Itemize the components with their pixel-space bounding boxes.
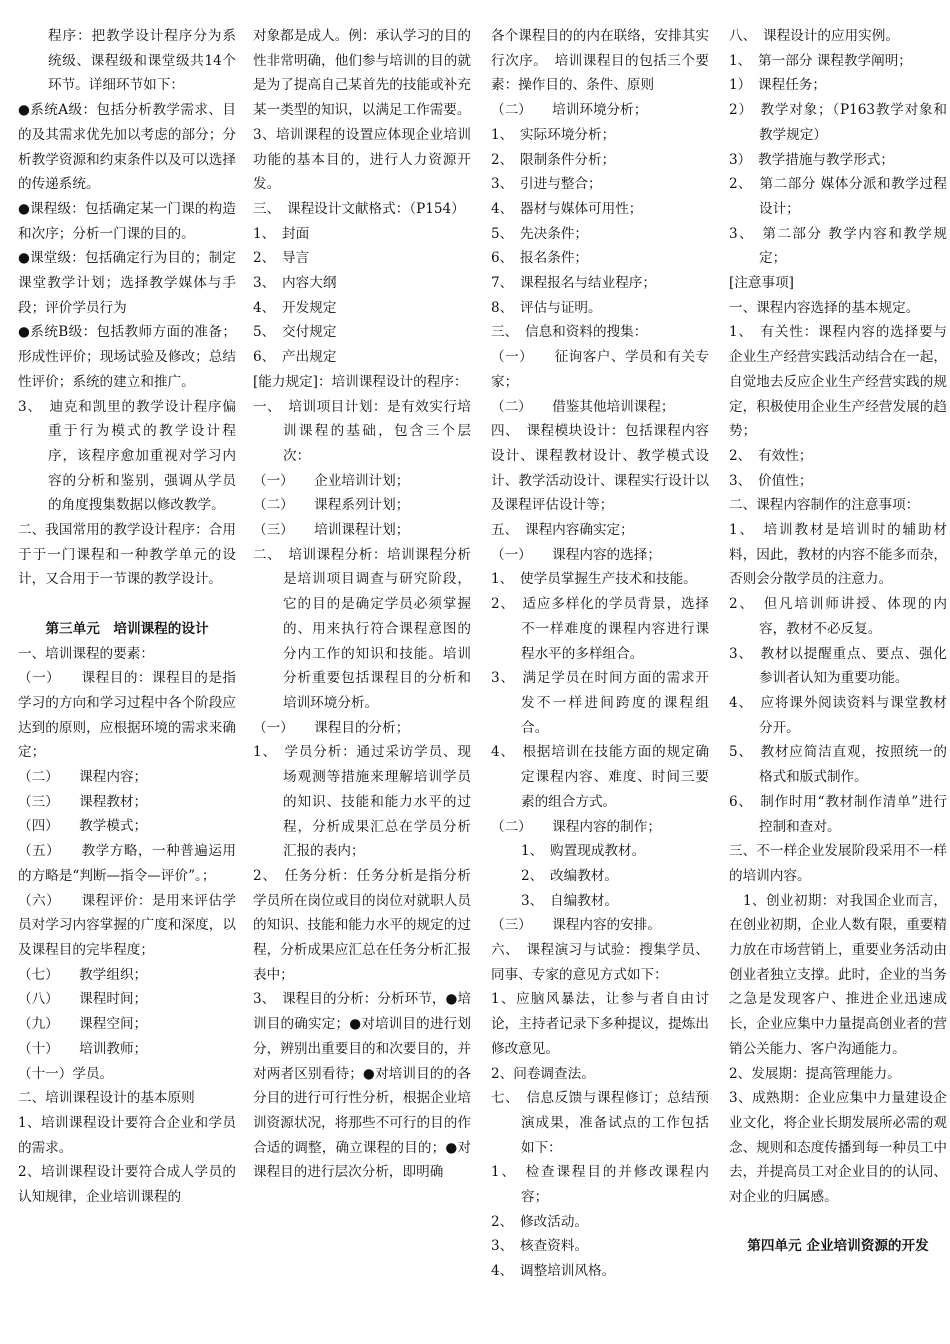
paragraph: （五） 教学方略，一种普遍运用的方略是“判断—指令—评价”。； bbox=[18, 843, 236, 884]
section-title: 第三单元 培训课程的设计 bbox=[45, 620, 209, 637]
paragraph: （二） 培训环境分析； bbox=[491, 102, 648, 119]
paragraph: （三） 培训课程计划； bbox=[253, 522, 410, 539]
paragraph: 1、创业初期：对我国企业而言，在创业初期，企业人数有限，重要精力放在市场营销上，重要业务活动由创业者独立支撑。此时，企业的当务之急是发现客户、推进企业迅速成长，企业应集中力量提高创业者的营销公关能力、客户沟通能力。 bbox=[729, 892, 947, 1057]
paragraph: 2、发展期：提高管理能力。 bbox=[729, 1065, 901, 1082]
paragraph: ●系统B级：包括教师方面的准备；形成性评价；现场试验及修改；总结性评价；系统的建立和推广。 bbox=[18, 324, 236, 390]
paragraph: （三） 课程教材； bbox=[18, 793, 148, 810]
paragraph: 3、培训课程的设置应体现企业培训功能的基本目的，进行人力资源开发。 bbox=[253, 126, 471, 193]
paragraph: 三、 信息和资料的搜集： bbox=[491, 324, 648, 341]
paragraph: 二、 培训课程分析：培训课程分析是培训项目调查与研究阶段，它的目的是确定学员必须掌握的、用来执行符合课程意图的分内工作的知识和技能。培训分析重要包括课程目的分析和培训环境分析。 bbox=[253, 546, 471, 711]
paragraph: 5、 先决条件； bbox=[491, 225, 589, 242]
paragraph: 3、 内容大纲 bbox=[253, 275, 337, 292]
paragraph: ●课程级：包括确定某一门课的构造和次序；分析一门课的目的。 bbox=[18, 200, 236, 242]
paragraph: 1、 有关性：课程内容的选择要与企业生产经营实践活动结合在一起，自觉地去反应企业生产经营实践的规定，积极使用企业生产经营发展的趋势； bbox=[729, 324, 947, 440]
paragraph: （十） 培训教师； bbox=[18, 1040, 148, 1057]
paragraph: （三） 课程内容的安排。 bbox=[491, 917, 661, 934]
paragraph: 3、 第二部分 教学内容和教学规定； bbox=[729, 225, 947, 267]
paragraph: （一） 企业培训计划； bbox=[253, 472, 410, 489]
paragraph: 二、培训课程设计的基本原则 bbox=[18, 1090, 195, 1107]
paragraph: 一、培训课程的要素： bbox=[18, 645, 154, 662]
paragraph: [注意事项] bbox=[729, 275, 794, 292]
paragraph: 6、 报名条件； bbox=[491, 250, 589, 267]
paragraph: （一） 征询客户、学员和有关专家； bbox=[491, 349, 709, 390]
paragraph: 对象都是成人。例：承认学习的目的性非常明确，他们参与培训的目的就是为了提高自己某首先的技能或补充某一类型的知识，以满足工作需要。 bbox=[253, 28, 471, 119]
paragraph: （二） 课程内容； bbox=[18, 769, 148, 786]
paragraph: 6、 产出规定 bbox=[253, 349, 337, 366]
paragraph: 1、 检查课程目的并修改课程内容； bbox=[491, 1164, 709, 1206]
paragraph: 2、问卷调查法。 bbox=[491, 1065, 595, 1082]
text-column-2 bbox=[253, 24, 471, 1185]
paragraph: （六） 课程评价：是用来评估学员对学习内容掌握的广度和深度，以及课程目的完毕程度； bbox=[18, 892, 236, 958]
paragraph: 3、 自编教材。 bbox=[521, 892, 619, 909]
paragraph: 3、 引进与整合； bbox=[491, 176, 602, 193]
paragraph: 1、 实际环境分析； bbox=[491, 126, 616, 143]
paragraph: 3、 核查资料。 bbox=[491, 1238, 589, 1255]
paragraph: 2、 改编教材。 bbox=[521, 867, 619, 884]
paragraph: 2、 但凡培训师讲授、体现的内容，教材不必反复。 bbox=[729, 596, 947, 637]
blank-line bbox=[18, 592, 236, 617]
paragraph: 一、 培训项目计划：是有效实行培训课程的基础，包含三个层次： bbox=[253, 398, 471, 464]
paragraph: 5、 交付规定 bbox=[253, 324, 337, 341]
paragraph: 3） 教学措施与教学形式； bbox=[729, 151, 894, 168]
paragraph: 2、培训课程设计要符合成人学员的认知规律，企业培训课程的 bbox=[18, 1164, 236, 1206]
paragraph: 各个课程目的的内在联络，安排其实行次序。 培训课程目的包括三个要素：操作目的、条件、原则 bbox=[491, 28, 709, 94]
paragraph: 8、 评估与证明。 bbox=[491, 299, 602, 316]
paragraph: ●课堂级：包括确定行为目的；制定课堂教学计划；选择教学媒体与手段；评价学员行为 bbox=[18, 250, 236, 316]
paragraph: 2） 教学对象；（P163教学对象和教学规定） bbox=[729, 102, 947, 143]
paragraph: 2、 有效性； bbox=[729, 447, 813, 464]
paragraph: [能力规定]：培训课程设计的程序： bbox=[253, 373, 468, 390]
paragraph: ●系统A级：包括分析教学需求、目的及其需求优先加以考虑的部分；分析教学资源和约束条件以及可以选择的传递系统。 bbox=[18, 102, 236, 193]
paragraph: 5、 教材应简洁直观，按照统一的格式和版式制作。 bbox=[729, 744, 947, 786]
paragraph: 二、课程内容制作的注意事项： bbox=[729, 497, 920, 514]
paragraph: 三、 课程设计文献格式：（P154） bbox=[253, 200, 465, 217]
paragraph: （一） 课程目的：课程目的是指学习的方向和学习过程中各个阶段应达到的原则，应根据环境的需求来确定； bbox=[18, 670, 236, 761]
section-title: 第四单元 企业培训资源的开发 bbox=[747, 1238, 929, 1255]
text-column-4 bbox=[729, 24, 947, 1259]
paragraph: 1、培训课程设计要符合企业和学员的需求。 bbox=[18, 1114, 236, 1156]
paragraph: 二、我国常用的教学设计程序：合用于于一门课程和一种教学单元的设计，又合用于一节课的教学设计。 bbox=[18, 522, 236, 588]
paragraph: 2、 第二部分 媒体分派和教学过程设计； bbox=[729, 176, 947, 217]
paragraph: 3、 课程目的分析：分析环节，●培训目的确实定；●对培训目的进行划分，辨别出重要目的和次要目的，并对两者区别看待；●对培训目的的各分目的进行可行性分析，根据企业培训资源状况，将那些不可行的目的作合适的调整，确立课程的目的；●对课程目的进行层次分析，即明确 bbox=[253, 991, 471, 1181]
blank-line bbox=[729, 1210, 947, 1235]
paragraph: 2、 任务分析：任务分析是指分析学员所在岗位或目的岗位对就职人员的知识、技能和能力水平的规定的过程，分析成果应汇总在任务分析汇报表中； bbox=[253, 867, 471, 983]
paragraph: 2、 限制条件分析； bbox=[491, 151, 616, 168]
text-column-3 bbox=[491, 24, 709, 1284]
paragraph: 1、 封面 bbox=[253, 225, 310, 242]
paragraph: 1、 第一部分 课程教学阐明； bbox=[729, 52, 912, 69]
paragraph: 三、不一样企业发展阶段采用不一样的培训内容。 bbox=[729, 843, 947, 884]
paragraph: 2、 修改活动。 bbox=[491, 1213, 589, 1230]
paragraph: 1、 购置现成教材。 bbox=[521, 843, 646, 860]
paragraph: 3、 迪克和凯里的教学设计程序偏重于行为模式的教学设计程序，该程序愈加重视对学习内容的分析和鉴别，强调从学员的角度搜集数据以修改教学。 bbox=[18, 398, 236, 514]
paragraph: 4、 器材与媒体可用性； bbox=[491, 200, 643, 217]
paragraph: 2、 导言 bbox=[253, 250, 310, 267]
paragraph: 一、课程内容选择的基本规定。 bbox=[729, 299, 920, 316]
paragraph: 2、 适应多样化的学员背景，选择不一样难度的课程内容进行课程水平的多样组合。 bbox=[491, 596, 709, 662]
paragraph: 五、 课程内容确实定； bbox=[491, 522, 634, 539]
paragraph: （二） 课程系列计划； bbox=[253, 497, 410, 514]
paragraph: 七、 信息反馈与课程修订；总结预演成果，准备试点的工作包括如下： bbox=[491, 1090, 709, 1156]
paragraph: （九） 课程空间； bbox=[18, 1016, 148, 1033]
paragraph: （八） 课程时间； bbox=[18, 991, 148, 1008]
paragraph: 3、成熟期：企业应集中力量建设企业文化，将企业长期发展所必需的观念、规则和态度传播到每一种员工中去，并提高员工对企业目的的认同、对企业的归属感。 bbox=[729, 1090, 947, 1206]
paragraph: 3、 满足学员在时间方面的需求开发不一样进间跨度的课程组合。 bbox=[491, 670, 709, 736]
paragraph: 1） 课程任务； bbox=[729, 77, 827, 94]
paragraph: 4、 开发规定 bbox=[253, 299, 337, 316]
paragraph: （二） 借鉴其他培训课程； bbox=[491, 398, 675, 415]
paragraph: 4、 根据培训在技能方面的规定确定课程内容、难度、时间三要素的组合方式。 bbox=[491, 744, 709, 810]
paragraph: 7、 课程报名与结业程序； bbox=[491, 275, 656, 292]
paragraph: （二） 课程内容的制作； bbox=[491, 818, 661, 835]
paragraph: 六、 课程演习与试验：搜集学员、同事、专家的意见方式如下： bbox=[491, 942, 709, 983]
paragraph: （一） 课程目的分析； bbox=[253, 719, 410, 736]
paragraph: （一） 课程内容的选择； bbox=[491, 546, 661, 563]
paragraph: 3、 教材以提醒重点、要点、强化参训者认知为重要功能。 bbox=[729, 645, 947, 687]
paragraph: 八、 课程设计的应用实例。 bbox=[729, 28, 899, 44]
paragraph: 1、应脑风暴法，让参与者自由讨论，主持者记录下多种提议，提炼出修改意见。 bbox=[491, 991, 709, 1057]
paragraph: 1、 学员分析：通过采访学员、现场观测等措施来理解培训学员的知识、技能和能力水平的过程，分析成果汇总在学员分析汇报的表内； bbox=[253, 744, 471, 860]
text-column-1 bbox=[18, 24, 236, 1210]
paragraph: 1、 培训教材是培训时的辅助材料，因此，教材的内容不能多而杂，否则会分散学员的注意力。 bbox=[729, 522, 947, 588]
paragraph: （十一）学员。 bbox=[18, 1065, 114, 1082]
paragraph: 6、 制作时用“教材制作清单”进行控制和查对。 bbox=[729, 793, 947, 835]
paragraph: 四、 课程模块设计：包括课程内容设计、课程教材设计、教学模式设计、教学活动设计、课程实行设计以及课程评估设计等； bbox=[491, 423, 709, 514]
paragraph: 3、 价值性； bbox=[729, 472, 813, 489]
paragraph: 4、 应将课外阅读资料与课堂教材分开。 bbox=[729, 694, 947, 736]
paragraph: 4、 调整培训风格。 bbox=[491, 1263, 616, 1280]
paragraph: （四） 教学模式； bbox=[18, 818, 148, 835]
paragraph: （七） 教学组织； bbox=[18, 966, 148, 983]
paragraph: 1、 使学员掌握生产技术和技能。 bbox=[491, 571, 697, 588]
paragraph: 程序：把教学设计程序分为系统级、课程级和课堂级共14个环节。详细环节如下： bbox=[48, 28, 236, 94]
